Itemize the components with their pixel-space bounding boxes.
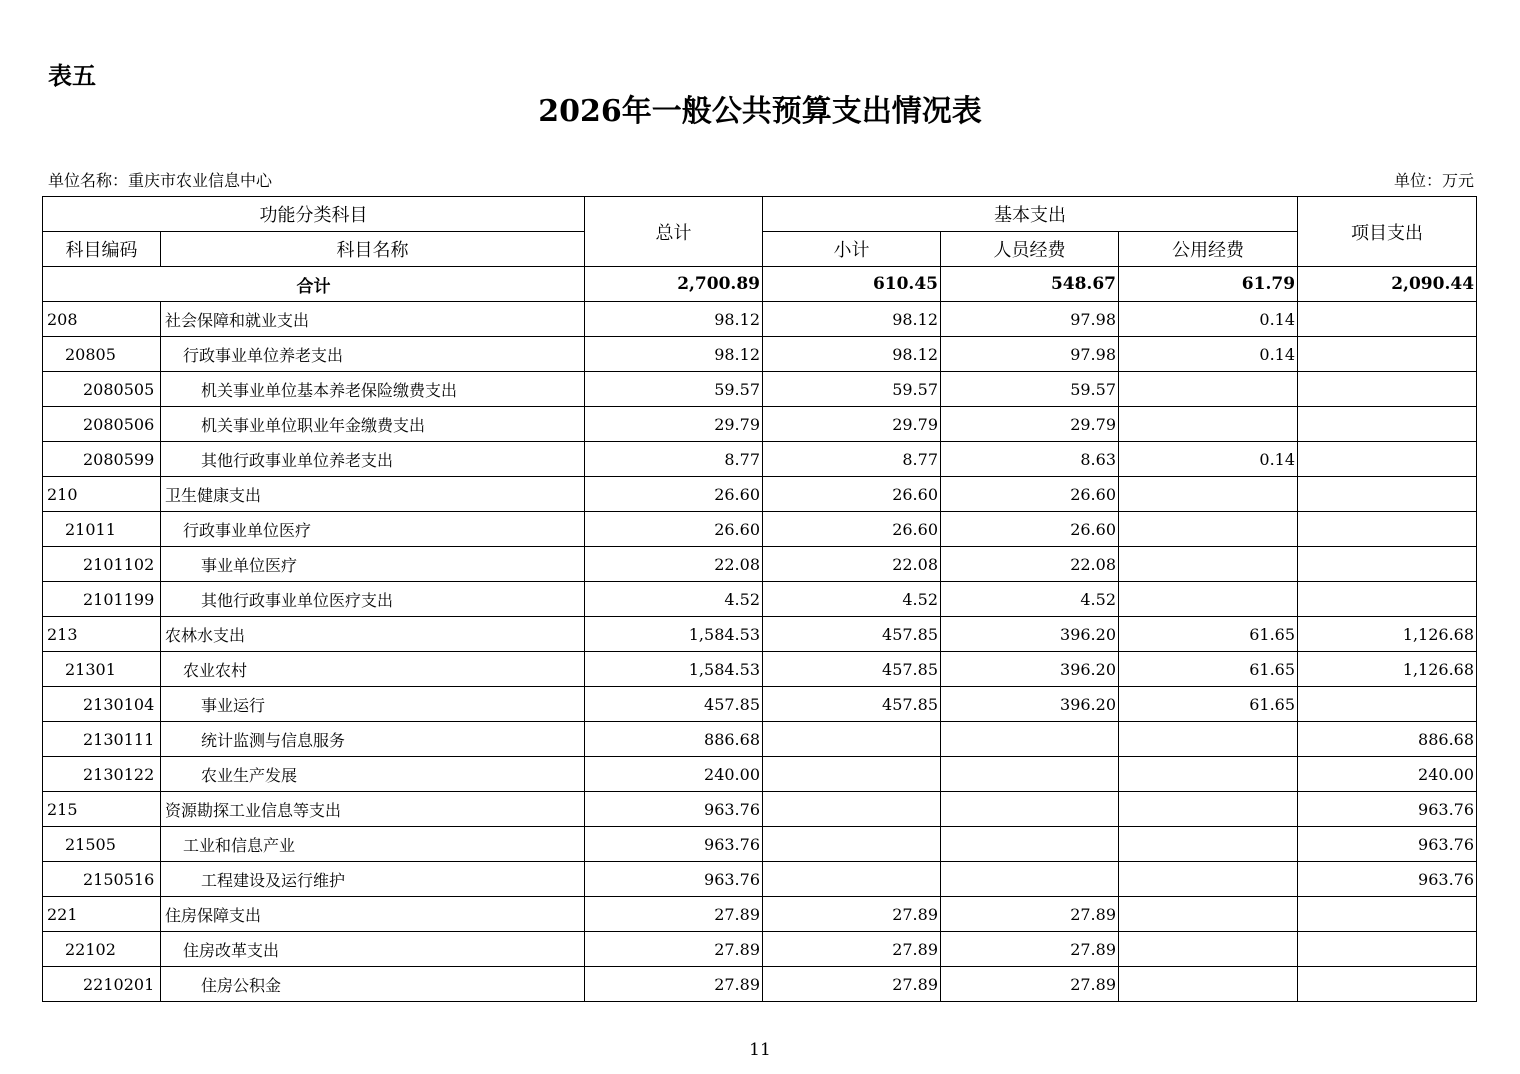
amount-public: 61.65 xyxy=(1119,617,1298,652)
amount-project xyxy=(1298,337,1477,372)
subject-code: 2101199 xyxy=(43,582,161,617)
subject-code: 2130104 xyxy=(43,687,161,722)
amount-total: 26.60 xyxy=(585,512,763,547)
amount-public xyxy=(1119,372,1298,407)
subject-name: 资源勘探工业信息等支出 xyxy=(161,792,585,827)
table-row xyxy=(43,617,1477,652)
amount-total: 98.12 xyxy=(585,337,763,372)
subject-name: 事业单位医疗 xyxy=(161,547,585,582)
amount-public xyxy=(1119,897,1298,932)
amount-subtotal: 8.77 xyxy=(763,442,941,477)
table-row xyxy=(43,827,1477,862)
amount-personnel: 396.20 xyxy=(941,617,1119,652)
amount-subtotal: 27.89 xyxy=(763,932,941,967)
amount-total: 457.85 xyxy=(585,687,763,722)
amount-project xyxy=(1298,512,1477,547)
amount-total: 27.89 xyxy=(585,967,763,1002)
amount-project: 1,126.68 xyxy=(1298,652,1477,687)
amount-project xyxy=(1298,967,1477,1002)
header-personnel: 人员经费 xyxy=(941,232,1119,267)
amount-personnel xyxy=(941,862,1119,897)
table-row xyxy=(43,337,1477,372)
header-public: 公用经费 xyxy=(1119,232,1298,267)
table-row xyxy=(43,547,1477,582)
amount-personnel xyxy=(941,792,1119,827)
header-subtotal: 小计 xyxy=(763,232,941,267)
amount-project xyxy=(1298,442,1477,477)
table-row xyxy=(43,512,1477,547)
amount-total: 1,584.53 xyxy=(585,652,763,687)
unit-name-label: 单位名称：重庆市农业信息中心 xyxy=(48,171,273,190)
amount-project: 963.76 xyxy=(1298,827,1477,862)
amount-project xyxy=(1298,547,1477,582)
amount-subtotal: 98.12 xyxy=(763,337,941,372)
amount-project: 963.76 xyxy=(1298,792,1477,827)
amount-personnel: 396.20 xyxy=(941,687,1119,722)
amount-project: 886.68 xyxy=(1298,722,1477,757)
subject-name: 社会保障和就业支出 xyxy=(161,302,585,337)
table-row xyxy=(43,407,1477,442)
table-row xyxy=(43,442,1477,477)
subject-name: 其他行政事业单位养老支出 xyxy=(161,442,585,477)
subject-code: 2080506 xyxy=(43,407,161,442)
header-category-group: 功能分类科目 xyxy=(43,197,585,232)
header-total: 总计 xyxy=(585,197,763,267)
amount-personnel: 27.89 xyxy=(941,932,1119,967)
amount-public: 0.14 xyxy=(1119,442,1298,477)
page-title: 2026年一般公共预算支出情况表 xyxy=(538,94,982,129)
amount-personnel: 26.60 xyxy=(941,512,1119,547)
table-row xyxy=(43,792,1477,827)
table-row xyxy=(43,582,1477,617)
subject-code: 2210201 xyxy=(43,967,161,1002)
amount-public xyxy=(1119,932,1298,967)
subject-name: 其他行政事业单位医疗支出 xyxy=(161,582,585,617)
subject-code: 2101102 xyxy=(43,547,161,582)
amount-personnel xyxy=(941,827,1119,862)
subject-code: 2130111 xyxy=(43,722,161,757)
header-code: 科目编码 xyxy=(43,232,161,267)
amount-project xyxy=(1298,687,1477,722)
subject-code: 21011 xyxy=(43,512,161,547)
amount-total: 26.60 xyxy=(585,477,763,512)
amount-project xyxy=(1298,477,1477,512)
subject-name: 农林水支出 xyxy=(161,617,585,652)
subject-name: 卫生健康支出 xyxy=(161,477,585,512)
amount-total: 963.76 xyxy=(585,792,763,827)
header-project: 项目支出 xyxy=(1298,197,1477,267)
amount-subtotal xyxy=(763,862,941,897)
table-row xyxy=(43,862,1477,897)
amount-project xyxy=(1298,407,1477,442)
amount-subtotal xyxy=(763,827,941,862)
subject-name: 行政事业单位养老支出 xyxy=(161,337,585,372)
table-row xyxy=(43,722,1477,757)
amount-subtotal: 457.85 xyxy=(763,687,941,722)
amount-public xyxy=(1119,757,1298,792)
amount-personnel: 59.57 xyxy=(941,372,1119,407)
amount-subtotal: 4.52 xyxy=(763,582,941,617)
total-total: 2,700.89 xyxy=(585,267,763,302)
amount-total: 29.79 xyxy=(585,407,763,442)
amount-project: 963.76 xyxy=(1298,862,1477,897)
subject-name: 住房保障支出 xyxy=(161,897,585,932)
amount-public xyxy=(1119,792,1298,827)
amount-personnel xyxy=(941,722,1119,757)
amount-total: 963.76 xyxy=(585,862,763,897)
amount-subtotal xyxy=(763,722,941,757)
amount-total: 59.57 xyxy=(585,372,763,407)
table-row xyxy=(43,302,1477,337)
amount-personnel: 27.89 xyxy=(941,967,1119,1002)
subject-name: 行政事业单位医疗 xyxy=(161,512,585,547)
subject-code: 2130122 xyxy=(43,757,161,792)
subject-code: 221 xyxy=(43,897,161,932)
total-row xyxy=(43,267,1477,302)
table-row xyxy=(43,477,1477,512)
amount-total: 886.68 xyxy=(585,722,763,757)
subject-name: 工程建设及运行维护 xyxy=(161,862,585,897)
amount-project xyxy=(1298,582,1477,617)
amount-subtotal xyxy=(763,757,941,792)
amount-total: 8.77 xyxy=(585,442,763,477)
table-tag: 表五 xyxy=(48,62,96,90)
amount-project xyxy=(1298,932,1477,967)
amount-public xyxy=(1119,967,1298,1002)
amount-public: 0.14 xyxy=(1119,302,1298,337)
header-name: 科目名称 xyxy=(161,232,585,267)
subject-name: 工业和信息产业 xyxy=(161,827,585,862)
amount-personnel: 4.52 xyxy=(941,582,1119,617)
amount-personnel: 97.98 xyxy=(941,302,1119,337)
subject-code: 20805 xyxy=(43,337,161,372)
subject-code: 2080505 xyxy=(43,372,161,407)
amount-public xyxy=(1119,722,1298,757)
subject-code: 22102 xyxy=(43,932,161,967)
table-row xyxy=(43,757,1477,792)
amount-personnel: 22.08 xyxy=(941,547,1119,582)
amount-subtotal: 457.85 xyxy=(763,652,941,687)
table-row xyxy=(43,372,1477,407)
table-row xyxy=(43,652,1477,687)
subject-name: 农业生产发展 xyxy=(161,757,585,792)
amount-subtotal xyxy=(763,792,941,827)
amount-public: 61.65 xyxy=(1119,652,1298,687)
amount-personnel: 26.60 xyxy=(941,477,1119,512)
amount-public: 61.65 xyxy=(1119,687,1298,722)
amount-project xyxy=(1298,897,1477,932)
amount-public xyxy=(1119,407,1298,442)
amount-personnel: 29.79 xyxy=(941,407,1119,442)
amount-personnel: 27.89 xyxy=(941,897,1119,932)
amount-personnel: 97.98 xyxy=(941,337,1119,372)
subject-name: 机关事业单位职业年金缴费支出 xyxy=(161,407,585,442)
table-row xyxy=(43,687,1477,722)
amount-subtotal: 59.57 xyxy=(763,372,941,407)
subject-code: 208 xyxy=(43,302,161,337)
subject-name: 住房改革支出 xyxy=(161,932,585,967)
table-row xyxy=(43,932,1477,967)
amount-total: 22.08 xyxy=(585,547,763,582)
total-label: 合计 xyxy=(43,267,585,302)
subject-code: 213 xyxy=(43,617,161,652)
subject-name: 统计监测与信息服务 xyxy=(161,722,585,757)
subject-name: 事业运行 xyxy=(161,687,585,722)
amount-subtotal: 29.79 xyxy=(763,407,941,442)
subject-code: 21301 xyxy=(43,652,161,687)
table-row xyxy=(43,967,1477,1002)
amount-subtotal: 26.60 xyxy=(763,512,941,547)
subject-code: 2150516 xyxy=(43,862,161,897)
subject-code: 2080599 xyxy=(43,442,161,477)
amount-personnel xyxy=(941,757,1119,792)
amount-total: 1,584.53 xyxy=(585,617,763,652)
amount-personnel: 396.20 xyxy=(941,652,1119,687)
amount-project: 1,126.68 xyxy=(1298,617,1477,652)
subject-name: 住房公积金 xyxy=(161,967,585,1002)
subject-code: 215 xyxy=(43,792,161,827)
amount-subtotal: 27.89 xyxy=(763,897,941,932)
amount-subtotal: 27.89 xyxy=(763,967,941,1002)
amount-total: 4.52 xyxy=(585,582,763,617)
amount-subtotal: 22.08 xyxy=(763,547,941,582)
subject-name: 机关事业单位基本养老保险缴费支出 xyxy=(161,372,585,407)
total-subtotal: 610.45 xyxy=(763,267,941,302)
amount-project xyxy=(1298,302,1477,337)
amount-total: 963.76 xyxy=(585,827,763,862)
amount-public xyxy=(1119,582,1298,617)
header-basic-group: 基本支出 xyxy=(763,197,1298,232)
amount-public xyxy=(1119,827,1298,862)
subject-code: 210 xyxy=(43,477,161,512)
page-number: 11 xyxy=(749,1040,771,1060)
amount-total: 98.12 xyxy=(585,302,763,337)
amount-personnel: 8.63 xyxy=(941,442,1119,477)
total-personnel: 548.67 xyxy=(941,267,1119,302)
amount-subtotal: 98.12 xyxy=(763,302,941,337)
budget-table xyxy=(42,196,1477,1002)
subject-code: 21505 xyxy=(43,827,161,862)
amount-total: 240.00 xyxy=(585,757,763,792)
total-project: 2,090.44 xyxy=(1298,267,1477,302)
amount-project: 240.00 xyxy=(1298,757,1477,792)
amount-total: 27.89 xyxy=(585,897,763,932)
amount-total: 27.89 xyxy=(585,932,763,967)
table-row xyxy=(43,897,1477,932)
amount-public xyxy=(1119,477,1298,512)
amount-subtotal: 457.85 xyxy=(763,617,941,652)
amount-public xyxy=(1119,512,1298,547)
amount-public xyxy=(1119,547,1298,582)
currency-unit-label: 单位：万元 xyxy=(1393,171,1474,190)
amount-public xyxy=(1119,862,1298,897)
total-public: 61.79 xyxy=(1119,267,1298,302)
amount-subtotal: 26.60 xyxy=(763,477,941,512)
amount-project xyxy=(1298,372,1477,407)
subject-name: 农业农村 xyxy=(161,652,585,687)
amount-public: 0.14 xyxy=(1119,337,1298,372)
